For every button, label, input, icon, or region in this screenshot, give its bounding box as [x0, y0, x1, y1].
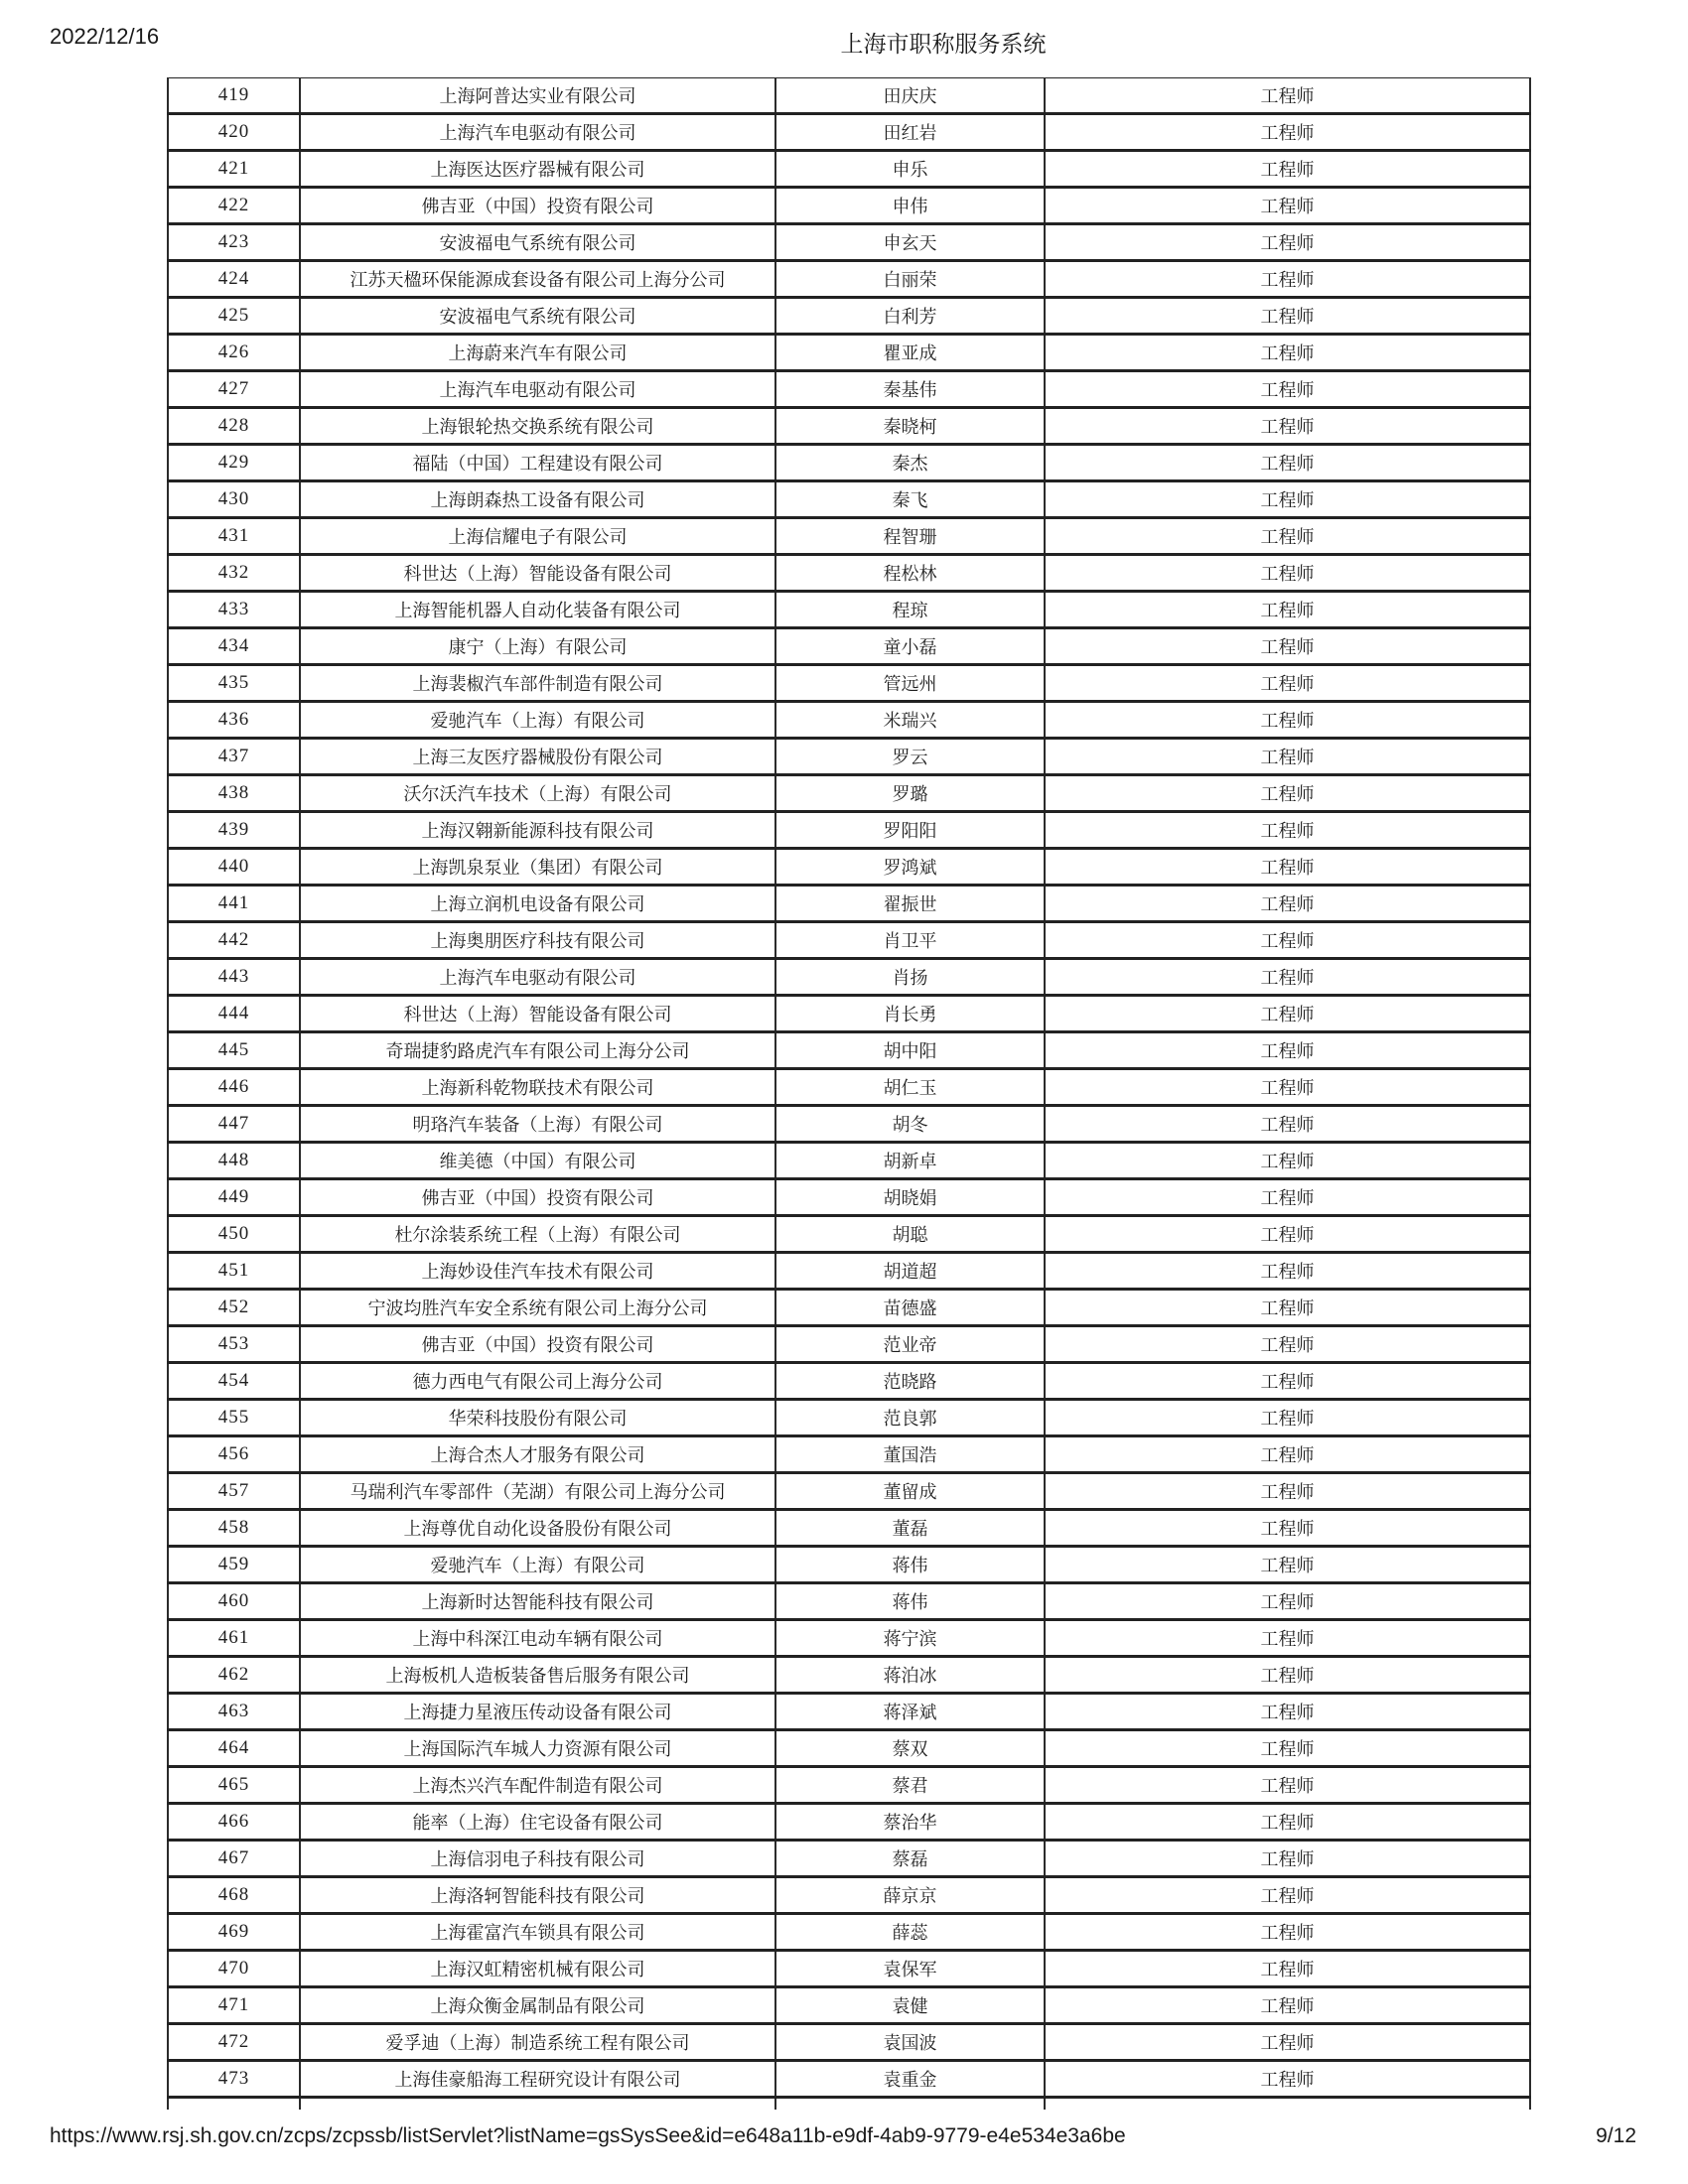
job-title-cell: 工程师 — [1045, 518, 1530, 555]
company-cell: 上海佳豪船海工程研究设计有限公司 — [300, 2061, 775, 2098]
company-cell: 上海板机人造板装备售后服务有限公司 — [300, 1657, 775, 1694]
table-row — [168, 1253, 1530, 1290]
company-cell: 科世达（上海）智能设备有限公司 — [300, 996, 775, 1032]
job-title-cell: 工程师 — [1045, 261, 1530, 298]
row-number-cell: 450 — [168, 1216, 300, 1253]
company-cell: 上海尊优自动化设备股份有限公司 — [300, 1510, 775, 1547]
person-name-cell: 申玄天 — [775, 224, 1045, 261]
row-number-cell: 449 — [168, 1179, 300, 1216]
table-row — [168, 1767, 1530, 1804]
row-number-cell: 436 — [168, 702, 300, 739]
job-title-cell: 工程师 — [1045, 1767, 1530, 1804]
company-cell: 安波福电气系统有限公司 — [300, 224, 775, 261]
job-title-cell: 工程师 — [1045, 1914, 1530, 1951]
company-cell: 爱驰汽车（上海）有限公司 — [300, 702, 775, 739]
row-number-cell: 438 — [168, 775, 300, 812]
row-number-cell: 447 — [168, 1106, 300, 1143]
table-row — [168, 2024, 1530, 2061]
person-name-cell: 申乐 — [775, 151, 1045, 188]
job-title-cell: 工程师 — [1045, 1583, 1530, 1620]
company-cell: 能率（上海）住宅设备有限公司 — [300, 1804, 775, 1841]
row-number-cell: 446 — [168, 1069, 300, 1106]
table-row — [168, 1987, 1530, 2024]
company-cell: 上海凯泉泵业（集团）有限公司 — [300, 849, 775, 886]
job-title-cell: 工程师 — [1045, 298, 1530, 335]
table-row — [168, 261, 1530, 298]
row-number-cell: 465 — [168, 1767, 300, 1804]
row-number-cell: 430 — [168, 481, 300, 518]
company-cell: 上海国际汽车城人力资源有限公司 — [300, 1730, 775, 1767]
person-name-cell: 秦晓柯 — [775, 408, 1045, 445]
job-title-cell: 工程师 — [1045, 1069, 1530, 1106]
table-row — [168, 445, 1530, 481]
print-footer — [50, 2124, 1636, 2148]
job-title-cell: 工程师 — [1045, 1547, 1530, 1583]
job-title-cell: 工程师 — [1045, 1253, 1530, 1290]
table-row — [168, 922, 1530, 959]
row-number-cell: 454 — [168, 1363, 300, 1400]
row-number-cell: 425 — [168, 298, 300, 335]
row-number-cell: 462 — [168, 1657, 300, 1694]
table-row — [168, 1951, 1530, 1987]
table-row — [168, 1179, 1530, 1216]
job-title-cell: 工程师 — [1045, 1804, 1530, 1841]
company-cell: 上海霍富汽车锁具有限公司 — [300, 1914, 775, 1951]
row-number-cell: 443 — [168, 959, 300, 996]
row-number-cell: 437 — [168, 739, 300, 775]
job-title-cell: 工程师 — [1045, 739, 1530, 775]
person-name-cell: 蒋伟 — [775, 1547, 1045, 1583]
company-cell: 宁波均胜汽车安全系统有限公司上海分公司 — [300, 1290, 775, 1326]
row-number-cell: 426 — [168, 335, 300, 371]
job-title-cell: 工程师 — [1045, 224, 1530, 261]
job-title-cell: 工程师 — [1045, 1216, 1530, 1253]
row-number-cell: 429 — [168, 445, 300, 481]
engineer-list-table — [167, 77, 1531, 2110]
person-name-cell: 蒋泽斌 — [775, 1694, 1045, 1730]
table-row — [168, 1363, 1530, 1400]
table-row — [168, 518, 1530, 555]
job-title-cell: 工程师 — [1045, 775, 1530, 812]
job-title-cell: 工程师 — [1045, 1877, 1530, 1914]
page-title: 上海市职称服务系统 — [840, 31, 1047, 57]
table-row — [168, 224, 1530, 261]
person-name-cell: 白利芳 — [775, 298, 1045, 335]
row-number-cell: 434 — [168, 628, 300, 665]
row-number-cell: 432 — [168, 555, 300, 592]
row-number-cell: 467 — [168, 1841, 300, 1877]
person-name-cell: 袁重金 — [775, 2061, 1045, 2098]
person-name-cell: 董国浩 — [775, 1436, 1045, 1473]
table-row — [168, 335, 1530, 371]
job-title-cell: 工程师 — [1045, 1179, 1530, 1216]
job-title-cell: 工程师 — [1045, 555, 1530, 592]
person-name-cell: 秦飞 — [775, 481, 1045, 518]
row-number-cell: 470 — [168, 1951, 300, 1987]
row-number-cell: 452 — [168, 1290, 300, 1326]
job-title-cell: 工程师 — [1045, 1436, 1530, 1473]
table-row — [168, 1620, 1530, 1657]
table-row — [168, 1216, 1530, 1253]
person-name-cell: 胡晓娟 — [775, 1179, 1045, 1216]
company-cell: 上海医达医疗器械有限公司 — [300, 151, 775, 188]
table-row — [168, 151, 1530, 188]
row-number-cell: 422 — [168, 188, 300, 224]
row-number-cell: 444 — [168, 996, 300, 1032]
company-cell — [300, 2098, 775, 2111]
table-row — [168, 188, 1530, 224]
job-title-cell: 工程师 — [1045, 1032, 1530, 1069]
table-row — [168, 1510, 1530, 1547]
table-row — [168, 1106, 1530, 1143]
job-title-cell: 工程师 — [1045, 1473, 1530, 1510]
row-number-cell: 424 — [168, 261, 300, 298]
company-cell: 杜尔涂装系统工程（上海）有限公司 — [300, 1216, 775, 1253]
table-row — [168, 1400, 1530, 1436]
company-cell: 德力西电气有限公司上海分公司 — [300, 1363, 775, 1400]
company-cell: 上海裴椒汽车部件制造有限公司 — [300, 665, 775, 702]
company-cell: 佛吉亚（中国）投资有限公司 — [300, 1326, 775, 1363]
job-title-cell: 工程师 — [1045, 886, 1530, 922]
row-number-cell: 439 — [168, 812, 300, 849]
company-cell: 上海众衡金属制品有限公司 — [300, 1987, 775, 2024]
table-row — [168, 702, 1530, 739]
row-number-cell: 473 — [168, 2061, 300, 2098]
job-title-cell: 工程师 — [1045, 1730, 1530, 1767]
person-name-cell: 蔡治华 — [775, 1804, 1045, 1841]
row-number-cell: 468 — [168, 1877, 300, 1914]
row-number-cell: 463 — [168, 1694, 300, 1730]
page-number: 9/12 — [1596, 2124, 1636, 2147]
job-title-cell: 工程师 — [1045, 78, 1530, 114]
company-cell: 上海智能机器人自动化装备有限公司 — [300, 592, 775, 628]
person-name-cell: 白丽荣 — [775, 261, 1045, 298]
row-number-cell: 455 — [168, 1400, 300, 1436]
job-title-cell: 工程师 — [1045, 1326, 1530, 1363]
row-number-cell: 466 — [168, 1804, 300, 1841]
person-name-cell: 胡新卓 — [775, 1143, 1045, 1179]
person-name-cell: 罗鸿斌 — [775, 849, 1045, 886]
company-cell: 上海洛轲智能科技有限公司 — [300, 1877, 775, 1914]
job-title-cell: 工程师 — [1045, 1694, 1530, 1730]
row-number-cell: 435 — [168, 665, 300, 702]
person-name-cell: 肖长勇 — [775, 996, 1045, 1032]
person-name-cell: 薛京京 — [775, 1877, 1045, 1914]
company-cell: 福陆（中国）工程建设有限公司 — [300, 445, 775, 481]
table-row — [168, 775, 1530, 812]
company-cell: 沃尔沃汽车技术（上海）有限公司 — [300, 775, 775, 812]
company-cell: 上海汉翱新能源科技有限公司 — [300, 812, 775, 849]
person-name-cell: 童小磊 — [775, 628, 1045, 665]
job-title-cell: 工程师 — [1045, 114, 1530, 151]
table-row — [168, 1730, 1530, 1767]
table-row — [168, 665, 1530, 702]
row-number-cell: 421 — [168, 151, 300, 188]
table-row — [168, 849, 1530, 886]
row-number-cell: 457 — [168, 1473, 300, 1510]
company-cell: 马瑞利汽车零部件（芜湖）有限公司上海分公司 — [300, 1473, 775, 1510]
table-row — [168, 1841, 1530, 1877]
job-title-cell: 工程师 — [1045, 1657, 1530, 1694]
row-number-cell: 420 — [168, 114, 300, 151]
company-cell: 维美德（中国）有限公司 — [300, 1143, 775, 1179]
table-row — [168, 298, 1530, 335]
company-cell: 上海银轮热交换系统有限公司 — [300, 408, 775, 445]
job-title-cell: 工程师 — [1045, 335, 1530, 371]
row-number-cell: 441 — [168, 886, 300, 922]
person-name-cell: 董留成 — [775, 1473, 1045, 1510]
job-title-cell: 工程师 — [1045, 922, 1530, 959]
table-body — [168, 78, 1530, 2111]
company-cell: 佛吉亚（中国）投资有限公司 — [300, 188, 775, 224]
company-cell: 上海合杰人才服务有限公司 — [300, 1436, 775, 1473]
job-title-cell: 工程师 — [1045, 996, 1530, 1032]
table-row — [168, 371, 1530, 408]
person-name-cell: 蔡磊 — [775, 1841, 1045, 1877]
person-name-cell: 罗璐 — [775, 775, 1045, 812]
person-name-cell: 程松林 — [775, 555, 1045, 592]
job-title-cell: 工程师 — [1045, 849, 1530, 886]
row-number-cell: 469 — [168, 1914, 300, 1951]
company-cell: 上海信耀电子有限公司 — [300, 518, 775, 555]
job-title-cell: 工程师 — [1045, 592, 1530, 628]
table-row — [168, 1914, 1530, 1951]
person-name-cell: 范业帝 — [775, 1326, 1045, 1363]
table-row — [168, 1694, 1530, 1730]
person-name-cell — [775, 2098, 1045, 2111]
company-cell: 上海朗森热工设备有限公司 — [300, 481, 775, 518]
table-row — [168, 886, 1530, 922]
company-cell: 安波福电气系统有限公司 — [300, 298, 775, 335]
table-row — [168, 1069, 1530, 1106]
company-cell: 明珞汽车装备（上海）有限公司 — [300, 1106, 775, 1143]
row-number-cell: 433 — [168, 592, 300, 628]
person-name-cell: 翟振世 — [775, 886, 1045, 922]
print-date: 2022/12/16 — [50, 24, 160, 49]
job-title-cell: 工程师 — [1045, 1363, 1530, 1400]
company-cell: 上海三友医疗器械股份有限公司 — [300, 739, 775, 775]
person-name-cell: 秦基伟 — [775, 371, 1045, 408]
table-row — [168, 481, 1530, 518]
company-cell: 上海汉虹精密机械有限公司 — [300, 1951, 775, 1987]
company-cell: 上海捷力星液压传动设备有限公司 — [300, 1694, 775, 1730]
row-number-cell: 471 — [168, 1987, 300, 2024]
job-title-cell: 工程师 — [1045, 2061, 1530, 2098]
job-title-cell: 工程师 — [1045, 371, 1530, 408]
table-row — [168, 114, 1530, 151]
table-row — [168, 959, 1530, 996]
job-title-cell: 工程师 — [1045, 1841, 1530, 1877]
company-cell: 上海中科深江电动车辆有限公司 — [300, 1620, 775, 1657]
table-row-partial — [168, 2098, 1530, 2111]
table-row — [168, 592, 1530, 628]
company-cell: 上海汽车电驱动有限公司 — [300, 114, 775, 151]
person-name-cell: 肖卫平 — [775, 922, 1045, 959]
row-number-cell: 445 — [168, 1032, 300, 1069]
person-name-cell: 袁国波 — [775, 2024, 1045, 2061]
job-title-cell: 工程师 — [1045, 1143, 1530, 1179]
table-row — [168, 1657, 1530, 1694]
row-number-cell: 459 — [168, 1547, 300, 1583]
company-cell: 上海杰兴汽车配件制造有限公司 — [300, 1767, 775, 1804]
table-row — [168, 1547, 1530, 1583]
person-name-cell: 薛蕊 — [775, 1914, 1045, 1951]
company-cell: 上海新科乾物联技术有限公司 — [300, 1069, 775, 1106]
job-title-cell: 工程师 — [1045, 1106, 1530, 1143]
job-title-cell: 工程师 — [1045, 665, 1530, 702]
row-number-cell: 472 — [168, 2024, 300, 2061]
table-row — [168, 1032, 1530, 1069]
person-name-cell: 蒋宁滨 — [775, 1620, 1045, 1657]
job-title-cell: 工程师 — [1045, 151, 1530, 188]
row-number-cell — [168, 2098, 300, 2111]
job-title-cell — [1045, 2098, 1530, 2111]
person-name-cell: 胡聪 — [775, 1216, 1045, 1253]
job-title-cell: 工程师 — [1045, 702, 1530, 739]
company-cell: 江苏天楹环保能源成套设备有限公司上海分公司 — [300, 261, 775, 298]
company-cell: 华荣科技股份有限公司 — [300, 1400, 775, 1436]
row-number-cell: 419 — [168, 78, 300, 114]
person-name-cell: 管远州 — [775, 665, 1045, 702]
row-number-cell: 464 — [168, 1730, 300, 1767]
row-number-cell: 458 — [168, 1510, 300, 1547]
person-name-cell: 范良郭 — [775, 1400, 1045, 1436]
job-title-cell: 工程师 — [1045, 1951, 1530, 1987]
person-name-cell: 罗阳阳 — [775, 812, 1045, 849]
row-number-cell: 451 — [168, 1253, 300, 1290]
person-name-cell: 米瑞兴 — [775, 702, 1045, 739]
row-number-cell: 427 — [168, 371, 300, 408]
person-name-cell: 程智珊 — [775, 518, 1045, 555]
table-row — [168, 996, 1530, 1032]
company-cell: 科世达（上海）智能设备有限公司 — [300, 555, 775, 592]
row-number-cell: 460 — [168, 1583, 300, 1620]
table-row — [168, 812, 1530, 849]
person-name-cell: 蒋伟 — [775, 1583, 1045, 1620]
person-name-cell: 申伟 — [775, 188, 1045, 224]
person-name-cell: 蔡君 — [775, 1767, 1045, 1804]
row-number-cell: 423 — [168, 224, 300, 261]
table-row — [168, 1290, 1530, 1326]
job-title-cell: 工程师 — [1045, 1400, 1530, 1436]
person-name-cell: 程琼 — [775, 592, 1045, 628]
person-name-cell: 胡道超 — [775, 1253, 1045, 1290]
table-row — [168, 1877, 1530, 1914]
table-row — [168, 555, 1530, 592]
company-cell: 上海奥朋医疗科技有限公司 — [300, 922, 775, 959]
person-name-cell: 蒋泊冰 — [775, 1657, 1045, 1694]
table-row — [168, 1583, 1530, 1620]
company-cell: 上海妙设佳汽车技术有限公司 — [300, 1253, 775, 1290]
table-row — [168, 1436, 1530, 1473]
table-row — [168, 628, 1530, 665]
job-title-cell: 工程师 — [1045, 445, 1530, 481]
company-cell: 奇瑞捷豹路虎汽车有限公司上海分公司 — [300, 1032, 775, 1069]
person-name-cell: 范晓路 — [775, 1363, 1045, 1400]
company-cell: 爱孚迪（上海）制造系统工程有限公司 — [300, 2024, 775, 2061]
table-row — [168, 78, 1530, 114]
table-row — [168, 1143, 1530, 1179]
person-name-cell: 董磊 — [775, 1510, 1045, 1547]
person-name-cell: 蔡双 — [775, 1730, 1045, 1767]
person-name-cell: 肖扬 — [775, 959, 1045, 996]
company-cell: 佛吉亚（中国）投资有限公司 — [300, 1179, 775, 1216]
person-name-cell: 瞿亚成 — [775, 335, 1045, 371]
row-number-cell: 456 — [168, 1436, 300, 1473]
job-title-cell: 工程师 — [1045, 1290, 1530, 1326]
job-title-cell: 工程师 — [1045, 959, 1530, 996]
table-row — [168, 739, 1530, 775]
company-cell: 爱驰汽车（上海）有限公司 — [300, 1547, 775, 1583]
person-name-cell: 胡仁玉 — [775, 1069, 1045, 1106]
person-name-cell: 袁保军 — [775, 1951, 1045, 1987]
job-title-cell: 工程师 — [1045, 1510, 1530, 1547]
job-title-cell: 工程师 — [1045, 1987, 1530, 2024]
person-name-cell: 秦杰 — [775, 445, 1045, 481]
company-cell: 上海立润机电设备有限公司 — [300, 886, 775, 922]
job-title-cell: 工程师 — [1045, 1620, 1530, 1657]
footer-url: https://www.rsj.sh.gov.cn/zcps/zcpssb/listServlet?listName=gsSysSee&id=e648a11b-e9df-4ab9-9779-e4e534e3a6be — [50, 2124, 1126, 2147]
company-cell: 康宁（上海）有限公司 — [300, 628, 775, 665]
company-cell: 上海蔚来汽车有限公司 — [300, 335, 775, 371]
job-title-cell: 工程师 — [1045, 628, 1530, 665]
titles-list-table — [167, 77, 1531, 2110]
row-number-cell: 453 — [168, 1326, 300, 1363]
table-row — [168, 408, 1530, 445]
table-row — [168, 2061, 1530, 2098]
job-title-cell: 工程师 — [1045, 188, 1530, 224]
row-number-cell: 428 — [168, 408, 300, 445]
table-row — [168, 1326, 1530, 1363]
job-title-cell: 工程师 — [1045, 2024, 1530, 2061]
person-name-cell: 田红岩 — [775, 114, 1045, 151]
row-number-cell: 442 — [168, 922, 300, 959]
table-row — [168, 1804, 1530, 1841]
company-cell: 上海新时达智能科技有限公司 — [300, 1583, 775, 1620]
job-title-cell: 工程师 — [1045, 812, 1530, 849]
company-cell: 上海信羽电子科技有限公司 — [300, 1841, 775, 1877]
person-name-cell: 胡冬 — [775, 1106, 1045, 1143]
person-name-cell: 田庆庆 — [775, 78, 1045, 114]
table-row — [168, 1473, 1530, 1510]
row-number-cell: 448 — [168, 1143, 300, 1179]
company-cell: 上海汽车电驱动有限公司 — [300, 371, 775, 408]
person-name-cell: 苗德盛 — [775, 1290, 1045, 1326]
job-title-cell: 工程师 — [1045, 481, 1530, 518]
person-name-cell: 袁健 — [775, 1987, 1045, 2024]
company-cell: 上海汽车电驱动有限公司 — [300, 959, 775, 996]
row-number-cell: 431 — [168, 518, 300, 555]
person-name-cell: 罗云 — [775, 739, 1045, 775]
job-title-cell: 工程师 — [1045, 408, 1530, 445]
person-name-cell: 胡中阳 — [775, 1032, 1045, 1069]
row-number-cell: 440 — [168, 849, 300, 886]
row-number-cell: 461 — [168, 1620, 300, 1657]
company-cell: 上海阿普达实业有限公司 — [300, 78, 775, 114]
